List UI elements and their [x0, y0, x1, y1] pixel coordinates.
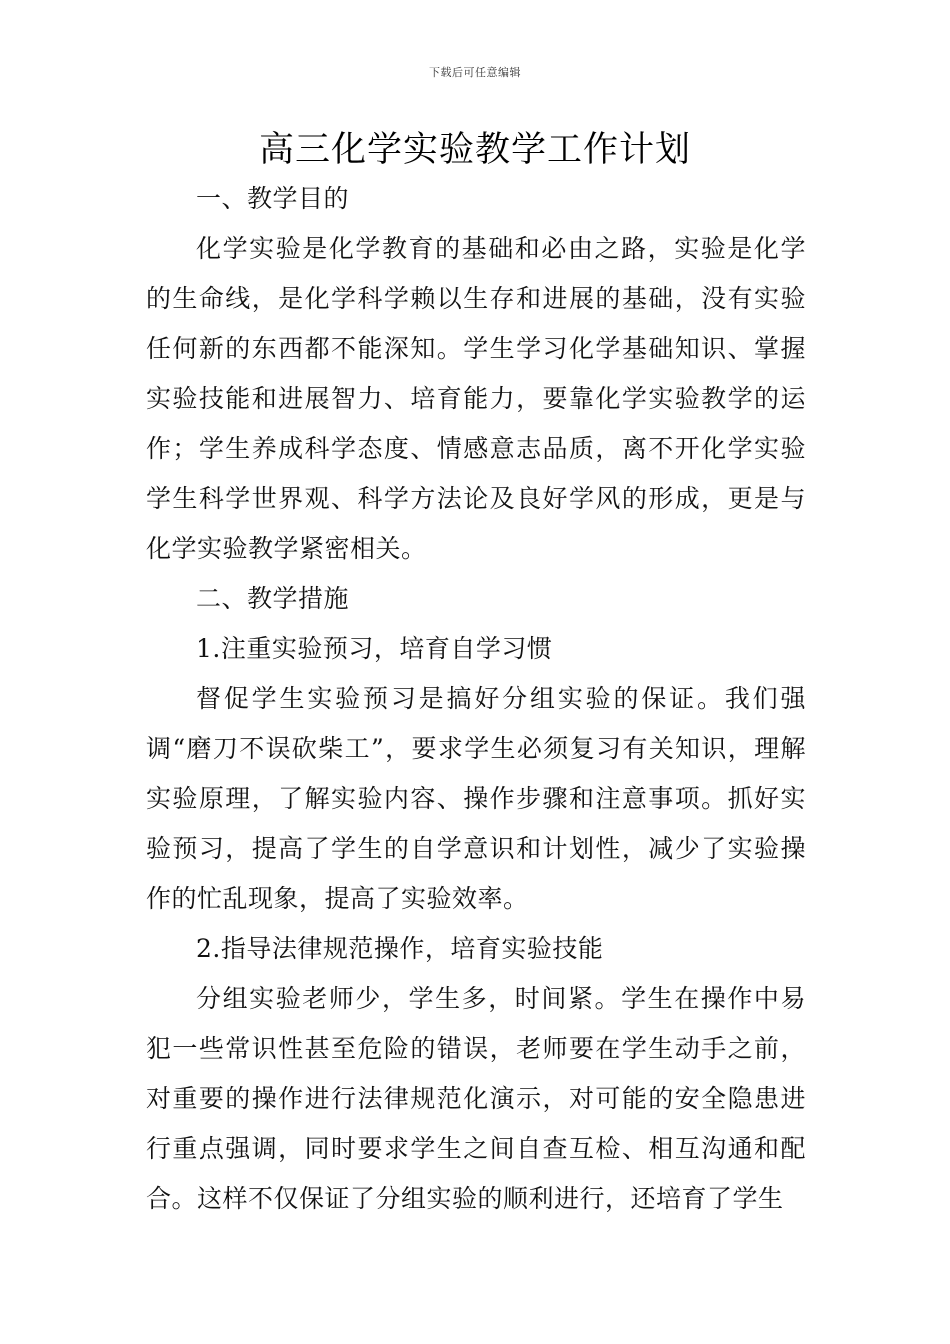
- section-heading-objectives: 一、教学目的: [196, 184, 350, 213]
- document-title: 高三化学实验教学工作计划: [258, 130, 691, 170]
- paragraph-operation: 分组实验老师少，学生多，时间紧。学生在操作中易犯一些常识性甚至危险的错误，老师要在学生动手之前，对重要的操作进行法律规范化演示，对可能的安全隐患进行重点强调，同时要求学生之间自查互检、相互沟通和配合。这样不仅保证了分组实验的顺利进行，还培育了学生: [146, 984, 806, 1213]
- paragraph-objectives: 化学实验是化学教育的基础和必由之路，实验是化学的生命线，是化学科学赖以生存和进展的基础，没有实验任何新的东西都不能深知。学生学习化学基础知识、掌握实验技能和进展智力、培育能力，要靠化学实验教学的运作；学生养成科学态度、情感意志品质，离不开化学实验学生科学世界观、科学方法论及良好学风的形成，更是与化学实验教学紧密相关。: [146, 234, 806, 563]
- document-body: [146, 174, 806, 1224]
- header-note: 下载后可任意编辑: [429, 66, 521, 79]
- subheading-preview: 1.注重实验预习，培育自学习惯: [196, 634, 553, 663]
- subheading-operation: 2.指导法律规范操作，培育实验技能: [196, 934, 604, 963]
- section-heading-measures: 二、教学措施: [196, 584, 350, 613]
- paragraph-preview: 督促学生实验预习是搞好分组实验的保证。我们强调“磨刀不误砍柴工”，要求学生必须复习有关知识，理解实验原理，了解实验内容、操作步骤和注意事项。抓好实验预习，提高了学生的自学意识和计划性，减少了实验操作的忙乱现象，提高了实验效率。: [146, 684, 806, 913]
